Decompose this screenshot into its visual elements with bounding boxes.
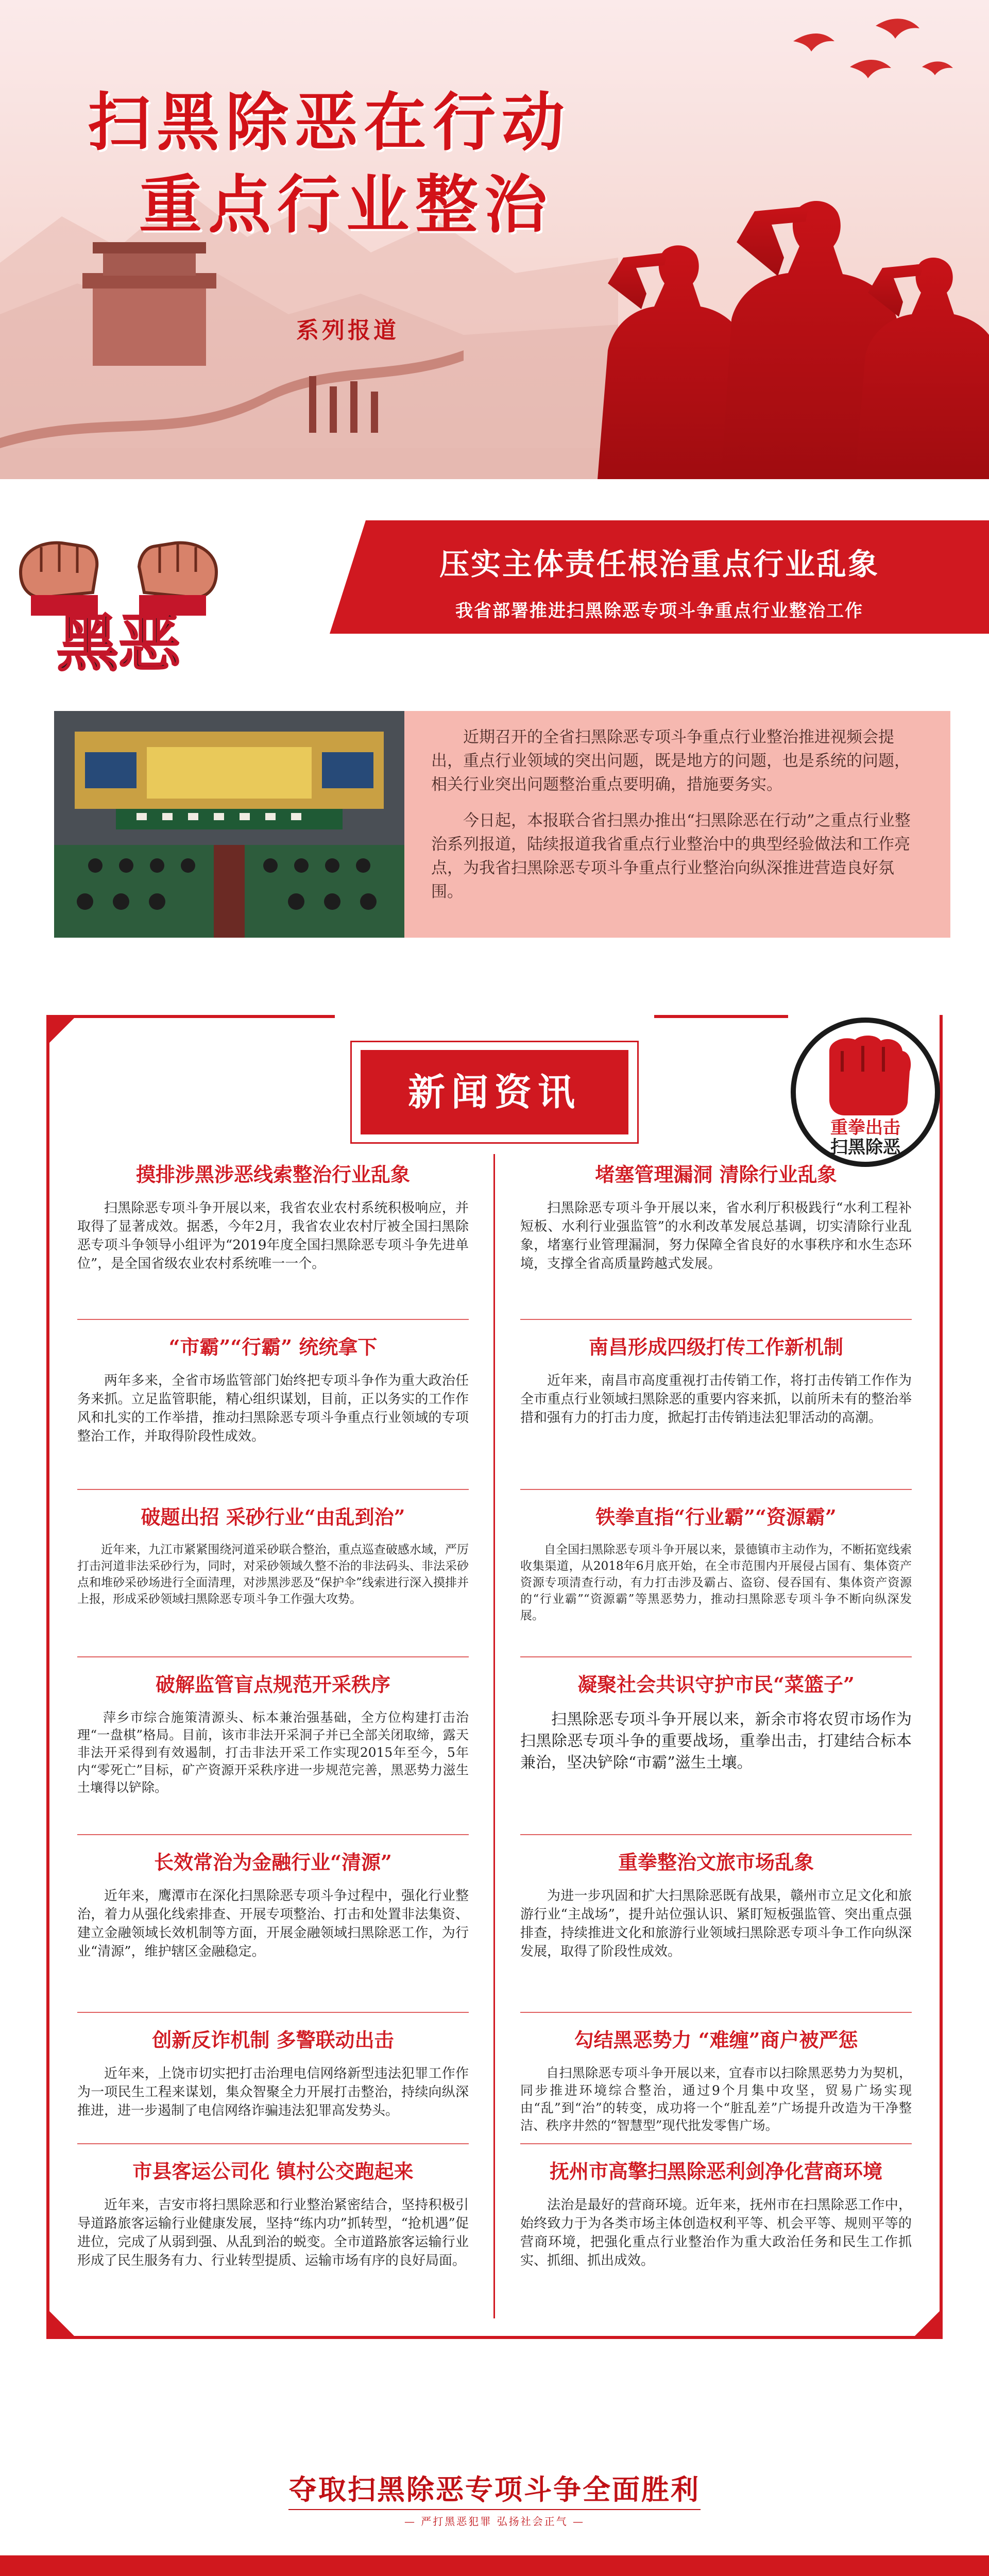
- news-item[interactable]: [77, 2027, 469, 2120]
- corner-accent: [46, 1015, 77, 1046]
- news-item-body: 法治是最好的营商环境。近年来，抚州市在扫黑除恶工作中，始终致力于为各类市场主体创造权利平等、机会平等、规则平等的营商环境，把强化重点行业整治作为重大政治任务和民生工作抓实、抓细、抓出成效。: [520, 2197, 912, 2268]
- news-item[interactable]: [77, 1334, 469, 1446]
- news-divider: [77, 1834, 469, 1835]
- news-item-title[interactable]: 凝聚社会共识守护市民“菜篮子”: [577, 1673, 855, 1696]
- article-banner: [330, 520, 989, 634]
- news-divider: [77, 1489, 469, 1490]
- news-title-block: [350, 1041, 639, 1144]
- news-item-title[interactable]: 铁拳直指“行业霸”“资源霸”: [595, 1505, 837, 1529]
- news-item-title[interactable]: 南昌形成四级打传工作新机制: [588, 1335, 843, 1359]
- news-item-title[interactable]: 创新反诈机制 多警联动出击: [152, 2028, 394, 2052]
- closing-slogan: 夺取扫黑除恶专项斗争全面胜利: [289, 2473, 700, 2506]
- news-divider: [77, 1656, 469, 1657]
- news-item-body: 近年来，九江市紧紧围绕河道采砂联合整治，重点巡查破感水域，严厉打击河道非法采砂行为，同时，对采砂领域久整不治的非法码头、非法采砂点和堆砂采砂场进行全面清理，对涉黑涉恶及“保护伞”线索进行深入摸排并上报，形成采砂领域扫黑除恶专项斗争工作强大攻势。: [77, 1543, 469, 1606]
- series-label: 系列报道: [296, 317, 399, 344]
- news-item[interactable]: [520, 1334, 912, 1427]
- news-item-title[interactable]: 市县客运公司化 镇村公交跑起来: [132, 2160, 414, 2183]
- conference-room-illustration: [54, 711, 404, 938]
- corner-accent: [912, 2308, 943, 2339]
- news-item-title[interactable]: 堵塞管理漏洞 清除行业乱象: [595, 1163, 837, 1186]
- news-item[interactable]: [77, 1672, 469, 1797]
- news-item[interactable]: [77, 2159, 469, 2270]
- news-item-title[interactable]: 抚州市高擎扫黑除恶利剑净化营商环境: [549, 2160, 882, 2183]
- news-item-title[interactable]: 摸排涉黑涉恶线索整治行业乱象: [135, 1163, 410, 1186]
- intro-text-box: [404, 711, 950, 938]
- news-item-body: 扫黑除恶专项斗争开展以来，我省农业农村系统积极响应，并取得了显著成效。据悉，今年2月，我省农业农村厅被全国扫黑除恶专项斗争领导小组评为“2019年度全国扫黑除恶专项斗争先进单位”，是全国省级农业农村系统唯一一个。: [77, 1200, 469, 1272]
- news-item-body: 扫黑除恶专项斗争开展以来，新余市将农贸市场作为扫黑除恶专项斗争的重要战场，重拳出击，打建结合标本兼治，坚决铲除“市霸”滋生土壤。: [520, 1710, 912, 1772]
- news-divider: [520, 1319, 912, 1320]
- fist-badge-icon: [788, 1015, 943, 1170]
- news-item-title[interactable]: 破解监管盲点规范开采秩序: [155, 1673, 390, 1696]
- news-title: 新闻资讯: [407, 1071, 581, 1114]
- news-item-body: 近年来，鹰潭市在深化扫黑除恶专项斗争过程中，强化行业整治，着力从强化线索排查、开展专项整治、打击和处置非法集资、建立金融领域长效机制等方面，开展金融领域扫黑除恶工作，为行业“清源”，维护辖区金融稳定。: [77, 1888, 469, 1959]
- logo-text: 黑恶: [57, 608, 180, 680]
- doves-icon: [773, 10, 968, 103]
- badge-line2: 扫黑除恶: [830, 1137, 900, 1158]
- news-item[interactable]: [77, 1162, 469, 1273]
- news-item-title[interactable]: “市霸”“行霸” 统统拿下: [168, 1335, 378, 1359]
- news-divider: [77, 1319, 469, 1320]
- news-item-title[interactable]: 破题出招 采砂行业“由乱到治”: [141, 1505, 405, 1529]
- news-divider: [520, 1834, 912, 1835]
- news-item-body: 扫黑除恶专项斗争开展以来，省水利厅积极践行“水利工程补短板、水利行业强监管”的水利改革发展总基调，切实清除行业乱象，堵塞行业管理漏洞，努力保障全省良好的水事秩序和水生态环境，支撑全省高质量跨越式发展。: [520, 1200, 912, 1272]
- corner-accent: [46, 2308, 77, 2339]
- saluting-soldiers-illustration: [536, 129, 989, 479]
- column-divider: [493, 1154, 495, 2318]
- news-item[interactable]: [520, 1504, 912, 1624]
- news-item-body: 近年来，上饶市切实把打击治理电信网络新型违法犯罪工作作为一项民生工程来谋划，集众智聚全力开展打击整治，持续向纵深推进，进一步遏制了电信网络诈骗违法犯罪高发势头。: [77, 2066, 469, 2119]
- news-item[interactable]: [77, 1504, 469, 1607]
- fists-logo-icon: [10, 510, 227, 680]
- news-item[interactable]: [520, 1672, 912, 1774]
- banner-subtitle: 我省部署推进扫黑除恶专项斗争重点行业整治工作: [455, 601, 863, 621]
- news-item-body: 为进一步巩固和扩大扫黑除恶既有战果，赣州市立足文化和旅游行业“主战场”，提升站位强认识、紧盯短板强监管、突出重点强排查，持续推进文化和旅游行业领域扫黑除恶专项斗争工作向纵深发展，取得了阶段性成效。: [520, 1888, 912, 1959]
- meeting-photo: [54, 711, 404, 938]
- news-item-body: 自扫黑除恶专项斗争开展以来，宜春市以扫除黑恶势力为契机，同步推进环境综合整治，通过9个月集中攻坚，贸易广场实现由“乱”到“治”的转变，成功将一个“脏乱差”广场提升改造为干净整洁、秩序井然的“智慧型”现代批发零售广场。: [520, 2065, 912, 2133]
- news-divider: [520, 1489, 912, 1490]
- news-item-body: 自全国扫黑除恶专项斗争开展以来，景德镇市主动作为，不断拓宽线索收集渠道，从2018年6月底开始，在全市范围内开展侵占国有、集体资产资源专项清查行动，有力打击涉及霸占、盗窃、侵吞国有、集体资产资源的“行业霸”“资源霸”等黑恶势力，推动扫黑除恶专项斗争不断向纵深发展。: [520, 1543, 912, 1622]
- news-item[interactable]: [520, 2027, 912, 2134]
- badge-line1: 重拳出击: [830, 1117, 900, 1138]
- news-item[interactable]: [520, 1850, 912, 1961]
- news-item[interactable]: [77, 1850, 469, 1961]
- news-item[interactable]: [520, 2159, 912, 2270]
- news-item-body: 近年来，南昌市高度重视打击传销工作，将打击传销工作作为全市重点行业领域扫黑除恶的重要内容来抓，以前所未有的整治举措和强有力的打击力度，掀起打击传销违法犯罪活动的高潮。: [520, 1373, 912, 1426]
- hero-title-line1: 扫黑除恶在行动: [88, 86, 571, 159]
- news-divider: [520, 2143, 912, 2144]
- news-divider: [520, 1656, 912, 1657]
- hero-title-line2: 重点行业整治: [139, 168, 553, 242]
- news-item-title[interactable]: 长效常治为金融行业“清源”: [154, 1851, 392, 1874]
- news-item[interactable]: [520, 1162, 912, 1273]
- banner-title: 压实主体责任根治重点行业乱象: [439, 547, 879, 582]
- intro-paragraph: 近期召开的全省扫黑除恶专项斗争重点行业整治推进视频会提出，重点行业领域的突出问题，既是地方的问题，也是系统的问题，相关行业突出问题整治重点要明确，措施要务实。: [431, 728, 910, 794]
- news-item-body: 近年来，吉安市将扫黑除恶和行业整治紧密结合，坚持积极引导道路旅客运输行业健康发展，坚持“练内功”抓转型，“抢机遇”促进位，完成了从弱到强、从乱到治的蜕变。全市道路旅客运输行业形成了民生服务有力、行业转型提质、运输市场有序的良好局面。: [77, 2197, 469, 2268]
- slogan-underline: [288, 2509, 701, 2510]
- news-divider: [77, 2012, 469, 2013]
- news-divider: [520, 2012, 912, 2013]
- hero-banner: [0, 0, 989, 479]
- frame-top-left: [46, 1015, 335, 1018]
- news-divider: [77, 2143, 469, 2144]
- news-item-title[interactable]: 重拳整治文旅市场乱象: [618, 1851, 814, 1874]
- slogan-subline: — 严打黑恶犯罪 弘扬社会正气 —: [404, 2515, 585, 2528]
- news-item-body: 两年多来，全省市场监管部门始终把专项斗争作为重大政治任务来抓。立足监管职能，精心组织谋划，目前，正以务实的工作作风和扎实的工作举措，推动扫黑除恶专项斗争重点行业领域的专项整治工作，并取得阶段性成效。: [77, 1373, 469, 1444]
- news-item-body: 萍乡市综合施策清源头、标本兼治强基础，全方位构建打击治理“一盘棋”格局。目前，该市非法开采洞子并已全部关闭取缔，露天非法开采得到有效遏制，打击非法开采工作实现2015年至今，5年内“零死亡”目标，矿产资源开采秩序进一步规范完善，黑恶势力滋生土壤得以铲除。: [77, 1710, 469, 1795]
- footer: [0, 2555, 989, 2576]
- news-item-title[interactable]: 勾结黑恶势力 “难缠”商户被严惩: [574, 2028, 858, 2052]
- intro-paragraph: 今日起，本报联合省扫黑办推出“扫黑除恶在行动”之重点行业整治系列报道，陆续报道我省重点行业整治中的典型经验做法和工作亮点，为我省扫黑除恶专项斗争重点行业整治向纵深推进营造良好氛围。: [431, 811, 911, 901]
- frame-top-right: [654, 1015, 788, 1018]
